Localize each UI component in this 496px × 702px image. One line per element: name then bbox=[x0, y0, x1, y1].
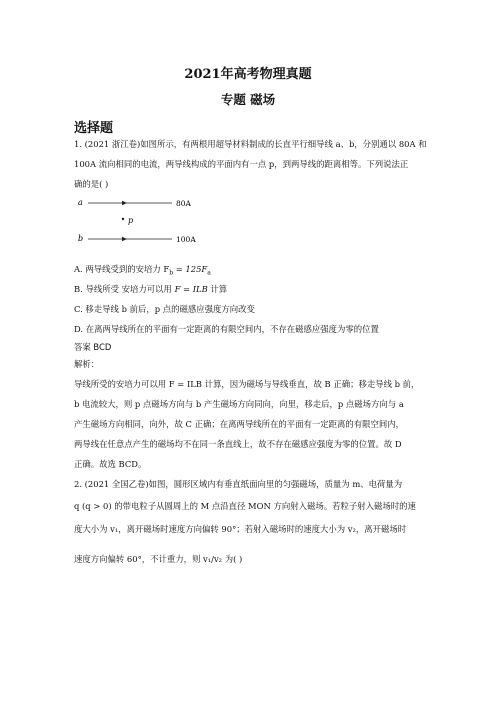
q1-stem-line-3: 确的是( ) bbox=[74, 179, 109, 189]
q2-stem-line: 速度方向偏转 60°，不计重力，则 v₁/v₂ 为( ) bbox=[74, 554, 243, 564]
q1-analysis-line: 产生磁场方向相同，向外，故 C 正确；在离两导线所在的平面有一定距离的有限空间内， bbox=[74, 419, 404, 429]
q1-analysis-line: 正确。故选 BCD。 bbox=[74, 459, 147, 469]
section-heading: 选择题 bbox=[74, 121, 114, 136]
q1-option-c: C. 移走导线 b 前后，p 点的磁感应强度方向改变 bbox=[74, 304, 255, 314]
document-subtitle: 专题 磁场 bbox=[220, 92, 276, 107]
point-p bbox=[122, 218, 124, 220]
q2-stem-line: q (q > 0) 的带电粒子从圆周上的 M 点沿直径 MON 方向射入磁场。若粒子射入磁场时的速 bbox=[74, 501, 416, 511]
wire-b-current: 100A bbox=[176, 235, 196, 244]
q1-option-b: B. 导线所受 安培力可以用 F = ILB 计算 bbox=[74, 284, 228, 294]
q1-option-d: D. 在离两导线所在的平面有一定距离的有限空间内，不存在磁感应强度为零的位置 bbox=[74, 324, 379, 334]
q1-answer: 答案 BCD bbox=[74, 342, 112, 352]
wire-a-current: 80A bbox=[176, 199, 191, 208]
q1-analysis-label: 解析： bbox=[74, 359, 100, 369]
q1-stem-line-1: 1. (2021 浙江卷)如图所示，有两根用超导材料制成的长直平行细导线 a、b，分别通以 80A 和 bbox=[74, 139, 427, 149]
wire-a-arrow bbox=[122, 201, 127, 205]
point-p-label: p bbox=[128, 216, 134, 225]
document-title: 2021年高考物理真题 bbox=[184, 67, 312, 82]
wire-a-label: a bbox=[78, 198, 83, 207]
q2-stem-line: 2. (2021 全国乙卷)如图，圆形区域内有垂直纸面向里的匀强磁场，质量为 m、电荷量为 bbox=[74, 479, 403, 489]
q1-analysis-line: 两导线在任意点产生的磁场均不在同一条直线上，故不存在磁感应强度为零的位置。故 D bbox=[74, 439, 402, 449]
q1-analysis-line: b 电流较大，则 p 点磁场方向与 b 产生磁场方向同向，向里，移走后，p 点磁场方向与 a bbox=[74, 399, 404, 409]
q1-stem-line-2: 100A 流向相同的电流，两导线构成的平面内有一点 p，到两导线的距离相等。下列说法正 bbox=[74, 159, 409, 169]
wire-b-label: b bbox=[78, 234, 84, 243]
q1-analysis-line: 导线所受的安培力可以用 F = ILB 计算，因为磁场与导线垂直，故 B 正确；移走导线 b 前， bbox=[74, 379, 420, 389]
q1-option-a: A. 两导线受到的安培力 $F_b = 125F_a$ bbox=[74, 264, 211, 277]
wire-b-arrow bbox=[122, 237, 127, 241]
q1-wire-figure bbox=[74, 196, 214, 248]
q2-stem-line: 度大小为 v₁，离开磁场时速度方向偏转 90°；若射入磁场时的速度大小为 v₂，离开磁场时 bbox=[74, 524, 407, 534]
